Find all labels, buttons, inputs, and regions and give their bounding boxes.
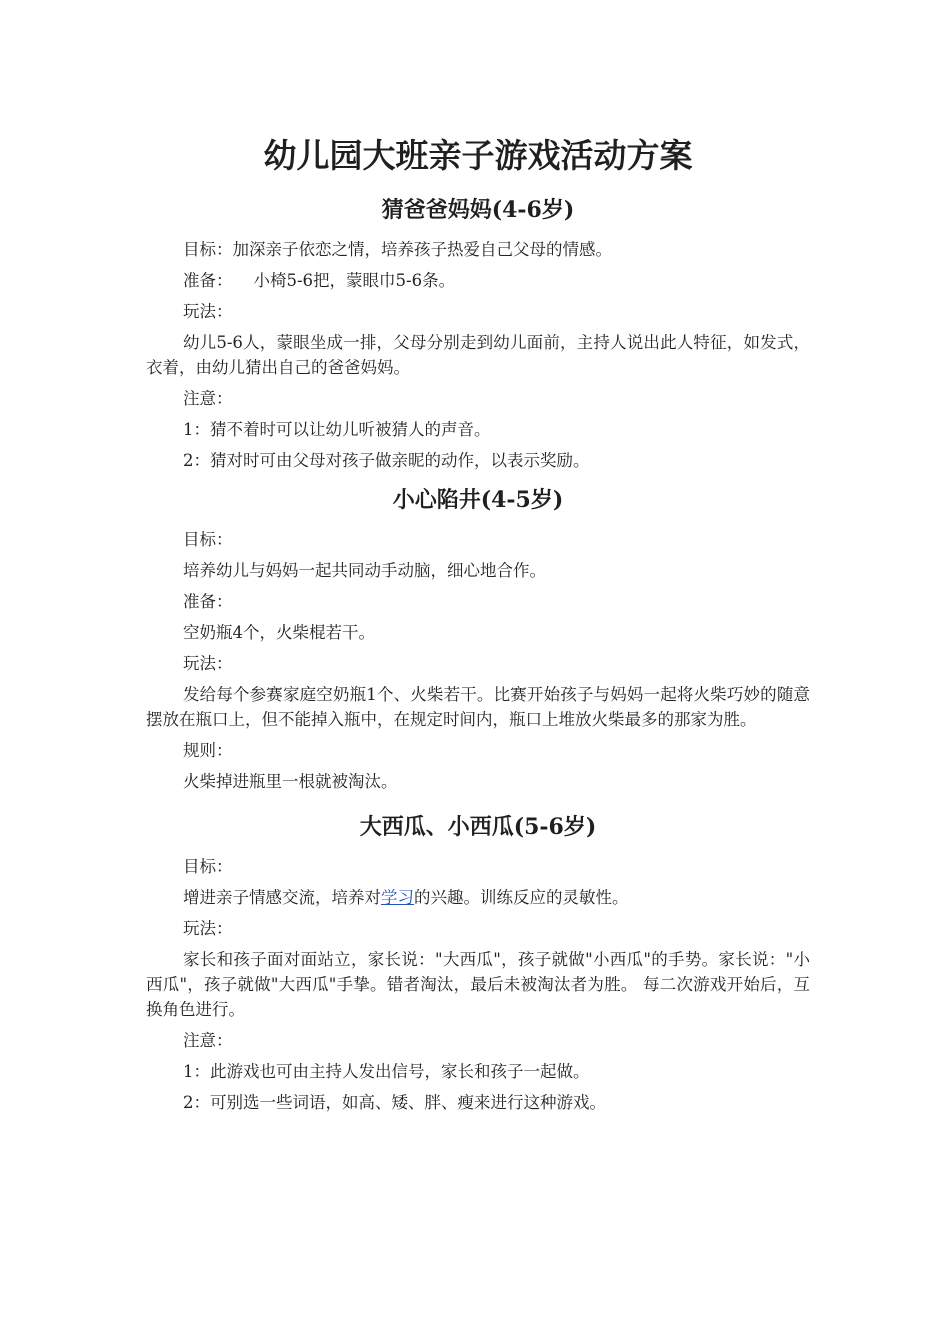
- goal-text-part: 的兴趣。训练反应的灵敏性。: [414, 888, 629, 907]
- goal-text: 培养幼儿与妈妈一起共同动手动脑，细心地合作。: [183, 561, 546, 580]
- play-description: 家长和孩子面对面站立，家长说："大西瓜"，孩子就做"小西瓜"的手势。家长说："小西瓜"，孩子就做"大西瓜"手挚。错者淘汰，最后未被淘汰者为胜。 每二次游戏开始后，互换角色进行。: [146, 950, 810, 1019]
- note-label: 注意：: [183, 389, 233, 408]
- note-label: 注意：: [183, 1031, 233, 1050]
- document-title: 幼儿园大班亲子游戏活动方案: [263, 136, 693, 175]
- section-watermelon: [146, 807, 810, 1118]
- prep-text: 空奶瓶4个，火柴棍若干。: [183, 623, 375, 642]
- play-description: 幼儿5-6人，蒙眼坐成一排，父母分别走到幼儿面前，主持人说出此人特征，如发式，衣着，由幼儿猜出自己的爸爸妈妈。: [146, 333, 810, 377]
- section-heading: 小心陷井(4-5岁): [392, 487, 564, 513]
- study-link[interactable]: 学习: [381, 888, 414, 907]
- goal-line: 目标：加深亲子依恋之情，培养孩子热爱自己父母的情感。: [183, 240, 612, 259]
- goal-text-part: 增进亲子情感交流，培养对: [183, 888, 381, 907]
- goal-label: 目标：: [183, 857, 233, 876]
- goal-text: [146, 882, 810, 913]
- play-description: 发给每个参赛家庭空奶瓶1个、火柴若干。比赛开始孩子与妈妈一起将火柴巧妙的随意摆放在瓶口上，但不能掉入瓶中，在规定时间内，瓶口上堆放火柴最多的那家为胜。: [146, 685, 810, 729]
- note-item: 2：猜对时可由父母对孩子做亲昵的动作，以表示奖励。: [183, 451, 590, 470]
- rule-label: 规则：: [183, 741, 233, 760]
- play-label: 玩法：: [183, 919, 233, 938]
- play-label: 玩法：: [183, 654, 233, 673]
- note-item: 1：此游戏也可由主持人发出信号，家长和孩子一起做。: [183, 1062, 590, 1081]
- goal-label: 目标：: [183, 530, 233, 549]
- play-label: 玩法：: [183, 302, 233, 321]
- section-heading: 猜爸爸妈妈(4-6岁): [381, 197, 575, 223]
- rule-text: 火柴掉进瓶里一根就被淘汰。: [183, 772, 398, 791]
- section-trap: [146, 480, 810, 797]
- note-item: 1：猜不着时可以让幼儿听被猜人的声音。: [183, 420, 491, 439]
- prep-line: 准备： 小椅5-6把，蒙眼巾5-6条。: [183, 271, 456, 290]
- section-guess-parents: [146, 190, 810, 476]
- section-heading: 大西瓜、小西瓜(5-6岁): [359, 814, 597, 840]
- prep-label: 准备：: [183, 592, 233, 611]
- document-page: [146, 128, 810, 1118]
- note-item: 2：可别选一些词语，如高、矮、胖、瘦来进行这种游戏。: [183, 1093, 606, 1112]
